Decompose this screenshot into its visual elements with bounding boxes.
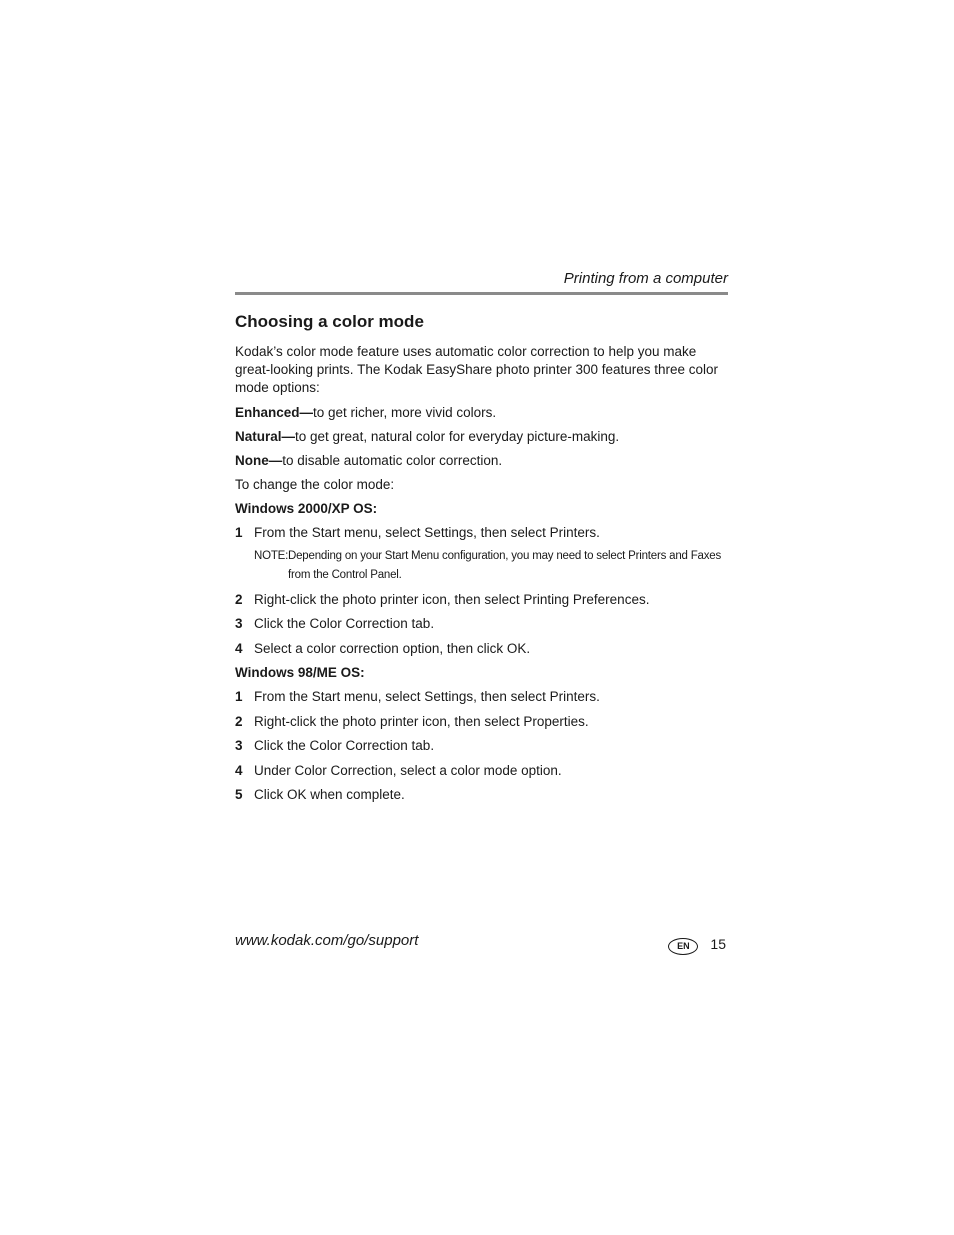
footer-page-info: [668, 932, 726, 955]
step-number: 3: [235, 738, 243, 753]
list-item: [235, 737, 728, 755]
section-title: Choosing a color mode: [235, 312, 424, 331]
windows-2000-heading: Windows 2000/XP OS:: [235, 501, 378, 516]
language-badge: EN: [668, 938, 698, 955]
step-text: Right-click the photo printer icon, then select Printing Preferences.: [254, 591, 650, 607]
step-number: 1: [235, 689, 243, 704]
step-text: From the Start menu, select Settings, then select Printers.: [254, 689, 600, 704]
option-text: to get richer, more vivid colors.: [313, 405, 497, 420]
list-item: [235, 591, 728, 609]
support-url: www.kodak.com/go/support: [235, 932, 419, 949]
list-item: [235, 786, 728, 804]
manual-page: [235, 0, 728, 1235]
list-item: [235, 640, 728, 658]
step-number: 5: [235, 787, 243, 802]
option-natural: [235, 428, 728, 446]
instructions-lead: To change the color mode:: [235, 477, 395, 492]
option-enhanced: [235, 404, 728, 422]
header-rule: [235, 292, 728, 295]
note: [254, 547, 728, 585]
step-text: From the Start menu, select Settings, then select Printers.: [254, 525, 600, 540]
option-label: Enhanced—: [235, 405, 314, 420]
list-item: [235, 524, 728, 542]
step-text: Under Color Correction, select a color mode option.: [254, 762, 562, 778]
step-number: 1: [235, 525, 243, 540]
step-text: Click the Color Correction tab.: [254, 616, 435, 631]
option-label: None—: [235, 453, 283, 468]
step-text: Click OK when complete.: [254, 787, 405, 802]
option-text: to disable automatic color correction.: [282, 453, 503, 468]
step-number: 4: [235, 640, 243, 656]
list-item: [235, 713, 728, 731]
list-item: [235, 688, 728, 706]
step-number: 2: [235, 591, 243, 607]
windows-2000-steps: [235, 524, 728, 658]
step-number: 2: [235, 713, 243, 729]
running-header: Printing from a computer: [563, 270, 728, 287]
list-item: [235, 615, 728, 633]
page-number: 15: [710, 935, 726, 952]
step-text: Select a color correction option, then click OK.: [254, 640, 531, 656]
note-text: Depending on your Start Menu configuration, you may need to select Printers and Faxes from the Control Panel.: [288, 549, 722, 581]
windows-98-heading: Windows 98/ME OS:: [235, 665, 365, 680]
intro-paragraph: Kodak’s color mode feature uses automatic color correction to help you make great-looking prints. The Kodak EasyShare photo printer 300 features three color mode options:: [235, 344, 719, 395]
step-text: Click the Color Correction tab.: [254, 738, 435, 753]
step-number: 4: [235, 762, 243, 778]
windows-98-steps: [235, 688, 728, 804]
option-none: [235, 452, 728, 470]
option-text: to get great, natural color for everyday picture-making.: [295, 429, 620, 444]
list-item: [235, 762, 728, 780]
step-number: 3: [235, 616, 243, 631]
option-label: Natural—: [235, 429, 296, 444]
step-text: Right-click the photo printer icon, then select Properties.: [254, 713, 589, 729]
page-content: [235, 310, 728, 811]
note-label: NOTE:: [254, 549, 289, 562]
